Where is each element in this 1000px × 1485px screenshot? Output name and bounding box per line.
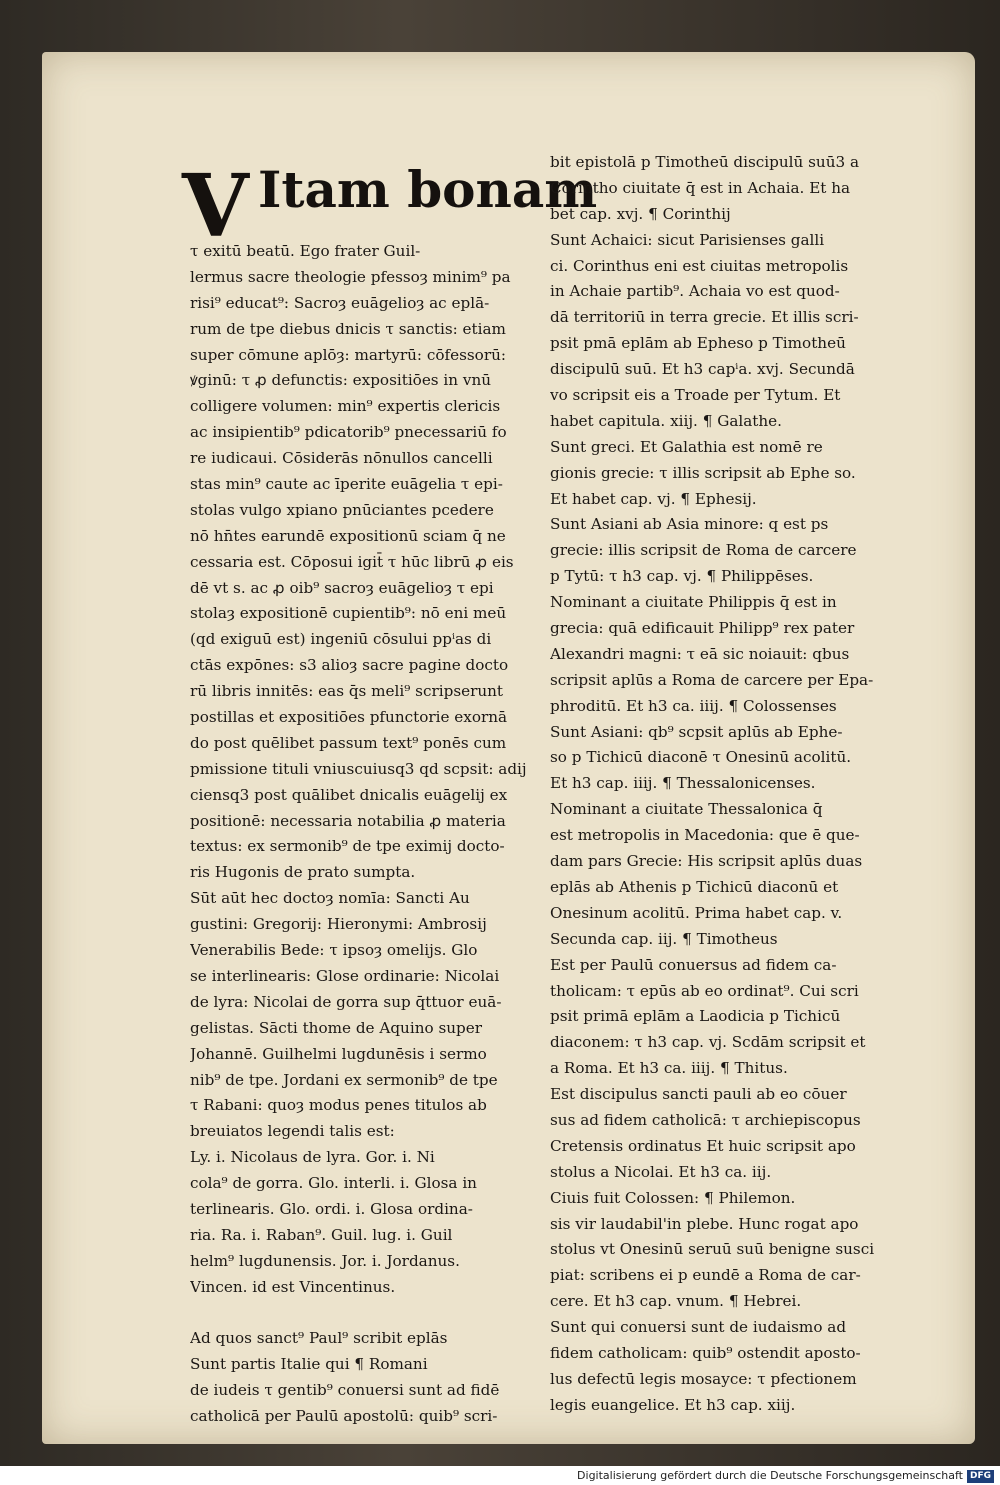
text-line: Onesinum acolitū. Prima habet cap. v. bbox=[550, 903, 843, 922]
text-line: Venerabilis Bede: τ ipsoȝ omelijs. Glo bbox=[190, 941, 478, 960]
text-line: colligere volumen: min⁹ expertis clericis bbox=[190, 397, 501, 416]
text-line: stolus vt Onesinū seruū suū benigne susci bbox=[550, 1240, 875, 1259]
text-line: ac insipientib⁹ pdicatorib⁹ pnecessariū fo bbox=[190, 423, 507, 442]
text-line: grecia: quā edificauit Philipp⁹ rex pater bbox=[550, 619, 855, 638]
text-line: de iudeis τ gentib⁹ conuersi sunt ad fidē bbox=[190, 1381, 500, 1400]
text-line: Cretensis ordinatus Et huic scripsit apo bbox=[550, 1136, 856, 1155]
text-line: Johannē. Guilhelmi lugdunēsis i sermo bbox=[190, 1044, 487, 1063]
text-line: tholicam: τ epūs ab eo ordinat⁹. Cui scri bbox=[550, 981, 859, 1000]
text-line: sis vir laudabil'in plebe. Hunc rogat apo bbox=[550, 1214, 859, 1233]
text-line: est metropolis in Macedonia: que ē que- bbox=[550, 826, 860, 845]
text-line: Sunt greci. Et Galathia est nomē re bbox=[550, 437, 823, 456]
text-line: diaconem: τ h3 cap. vj. Scdām scripsit et bbox=[550, 1033, 866, 1052]
text-line: stolus a Nicolai. Et h3 ca. iij. bbox=[550, 1162, 772, 1181]
text-line: nō hn̄tes earundē expositionū sciam q̄ ne bbox=[190, 526, 506, 545]
text-line: Sunt partis Italie qui ¶ Romani bbox=[190, 1355, 428, 1374]
text-line: catholicā per Paulū apostolū: quib⁹ scri- bbox=[190, 1407, 498, 1426]
text-line: a Roma. Et h3 ca. iiij. ¶ Thitus. bbox=[550, 1059, 788, 1078]
dfg-logo: DFG bbox=[967, 1470, 994, 1483]
text-line: Vincen. id est Vincentinus. bbox=[190, 1277, 396, 1296]
text-line: dē vt s. ac ꝓ oib⁹ sacroȝ euāgelioȝ τ epi bbox=[190, 578, 494, 597]
text-line: rum de tpe diebus dnicis τ sanctis: etiam bbox=[190, 319, 506, 338]
text-line: gionis grecie: τ illis scripsit ab Ephe so. bbox=[550, 463, 856, 482]
text-line: sus ad fidem catholicā: τ archiepiscopus bbox=[550, 1110, 861, 1129]
text-line: piat: scribens ei p eundē a Roma de car- bbox=[550, 1266, 861, 1285]
text-line: in Achaie partib⁹. Achaia vo est quod- bbox=[550, 282, 840, 301]
text-line: psit pmā eplām ab Epheso p Timotheū bbox=[550, 334, 846, 353]
text-line: Alexandri magni: τ eā sic noiauit: qbus bbox=[550, 644, 850, 663]
text-line: gustini: Gregorij: Hieronymi: Ambrosij bbox=[190, 915, 487, 934]
text-line: Est discipulus sancti pauli ab eo cōuer bbox=[550, 1085, 847, 1104]
text-line: Nominant a ciuitate Philippis q̄ est in bbox=[550, 593, 837, 612]
text-line: Est per Paulū conuersus ad fidem ca- bbox=[550, 955, 837, 974]
text-line: psit primā eplām a Laodicia p Tichicū bbox=[550, 1007, 841, 1026]
text-line: legis euangelice. Et h3 cap. xiij. bbox=[550, 1395, 796, 1414]
text-line: Ciuis fuit Colossen: ¶ Philemon. bbox=[550, 1188, 796, 1207]
text-line: Sunt Achaici: sicut Parisienses galli bbox=[550, 230, 825, 249]
text-line: lermus sacre theologie pfessoȝ minim⁹ pa bbox=[190, 267, 511, 286]
text-line: fidem catholicam: quib⁹ ostendit aposto- bbox=[550, 1343, 861, 1362]
text-line: habet capitula. xiij. ¶ Galathe. bbox=[550, 411, 783, 430]
text-line: ꝟginū: τ ꝓ defunctis: expositiōes in vnū bbox=[190, 371, 492, 390]
text-line: rū libris innitēs: eas q̄s meli⁹ scripserunt bbox=[190, 682, 504, 701]
text-line: Sunt qui conuersi sunt de iudaismo ad bbox=[550, 1318, 847, 1337]
left-text-column bbox=[190, 239, 555, 1430]
drop-cap-initial: V bbox=[182, 156, 249, 257]
text-line: scripsit aplūs a Roma de carcere per Epa- bbox=[550, 670, 874, 689]
text-line: positionē: necessaria notabilia ꝓ materia bbox=[190, 811, 506, 830]
text-line: gelistas. Sācti thome de Aquino super bbox=[190, 1018, 482, 1037]
text-line: Secunda cap. iij. ¶ Timotheus bbox=[550, 929, 778, 948]
text-line: Ly. i. Nicolaus de lyra. Gor. i. Ni bbox=[190, 1148, 435, 1167]
text-line: discipulū suū. Et h3 capⁱa. xvj. Secundā bbox=[550, 360, 855, 379]
text-line: cessaria est. Cōposui igit̄ τ hūc librū ꝓ eis bbox=[190, 552, 514, 571]
text-line: postillas et expositiōes pfunctorie exornā bbox=[190, 708, 508, 727]
text-line: τ Rabani: quoȝ modus penes titulos ab bbox=[190, 1096, 487, 1115]
text-line: terlinearis. Glo. ordi. i. Glosa ordina- bbox=[190, 1199, 473, 1218]
text-line: Sunt Asiani ab Asia minore: q est ps bbox=[550, 515, 829, 534]
text-line: de lyra: Nicolai de gorra sup q̄ttuor euā- bbox=[190, 992, 502, 1011]
text-line: ctās expōnes: s3 alioȝ sacre pagine docto bbox=[190, 656, 509, 675]
text-line: stolaȝ expositionē cupientib⁹: nō eni meū bbox=[190, 604, 507, 623]
text-line: eplās ab Athenis p Tichicū diaconū et bbox=[550, 877, 839, 896]
text-line: cola⁹ de gorra. Glo. interli. i. Glosa in bbox=[190, 1174, 477, 1193]
text-line: Sunt Asiani: qb⁹ scpsit aplūs ab Ephe- bbox=[550, 722, 843, 741]
text-line: bet cap. xvj. ¶ Corinthij bbox=[550, 204, 731, 223]
text-line: dam pars Grecie: His scripsit aplūs duas bbox=[550, 852, 863, 871]
text-line: textus: ex sermonib⁹ de tpe eximij docto- bbox=[190, 837, 505, 856]
text-line: phroditū. Et h3 ca. iiij. ¶ Colossenses bbox=[550, 696, 837, 715]
page-heading: Itam bonam bbox=[258, 160, 598, 219]
text-line: pmissione tituli vniuscuiusq3 qd scpsit: adij bbox=[190, 759, 527, 778]
text-line: do post quēlibet passum text⁹ ponēs cum bbox=[190, 733, 507, 752]
text-line: ci. Corinthus eni est ciuitas metropolis bbox=[550, 256, 849, 275]
text-line: vo scripsit eis a Troade per Tytum. Et bbox=[550, 386, 841, 405]
text-line: grecie: illis scripsit de Roma de carcere bbox=[550, 541, 857, 560]
text-line: ris Hugonis de prato sumpta. bbox=[190, 863, 416, 882]
text-line: bit epistolā p Timotheū discipulū suū3 a bbox=[550, 153, 860, 171]
text-line: Ad quos sanct⁹ Paul⁹ scribit eplās bbox=[190, 1329, 448, 1348]
text-line: stas min⁹ caute ac īperite euāgelia τ epi- bbox=[190, 475, 503, 494]
text-line: risi⁹ educat⁹: Sacroȝ euāgelioȝ ac eplā- bbox=[190, 293, 490, 312]
text-line: Nominant a ciuitate Thessalonica q̄ bbox=[550, 800, 823, 819]
text-line: se interlinearis: Glose ordinarie: Nicolai bbox=[190, 966, 500, 985]
text-line bbox=[190, 1301, 555, 1327]
text-line: Et habet cap. vj. ¶ Ephesij. bbox=[550, 489, 757, 508]
right-text-column bbox=[550, 150, 915, 1419]
text-line: dā territoriū in terra grecie. Et illis scri- bbox=[550, 308, 859, 327]
text-line: Corintho ciuitate q̄ est in Achaia. Et ha bbox=[550, 178, 851, 197]
text-line: Sūt aūt hec doctoȝ nomīa: Sancti Au bbox=[190, 889, 470, 908]
text-line: so p Tichicū diaconē τ Onesinū acolitū. bbox=[550, 748, 852, 767]
text-line: Et h3 cap. iiij. ¶ Thessalonicenses. bbox=[550, 774, 816, 793]
text-line: re iudicaui. Cōsiderās nōnullos cancelli bbox=[190, 449, 493, 468]
text-line: ciensq3 post quālibet dnicalis euāgelij ex bbox=[190, 785, 508, 804]
text-line: stolas vulgo xpiano pnūciantes pcedere bbox=[190, 500, 494, 519]
text-line: helm⁹ lugdunensis. Jor. i. Jordanus. bbox=[190, 1251, 460, 1270]
text-line: p Tytū: τ h3 cap. vj. ¶ Philippēses. bbox=[550, 567, 814, 586]
text-line: (qd exiguū est) ingeniū cōsului ppⁱas di bbox=[190, 630, 492, 649]
text-line: super cōmune aplōȝ: martyrū: cōfessorū: bbox=[190, 345, 506, 364]
text-line: breuiatos legendi talis est: bbox=[190, 1122, 395, 1141]
digitization-credit-bar bbox=[0, 1466, 1000, 1485]
text-line: lus defectū legis mosayce: τ pfectionem bbox=[550, 1369, 857, 1388]
text-line: nib⁹ de tpe. Jordani ex sermonib⁹ de tpe bbox=[190, 1070, 498, 1089]
text-line: cere. Et h3 cap. vnum. ¶ Hebrei. bbox=[550, 1292, 802, 1311]
text-line: τ exitū beatū. Ego frater Guil- bbox=[190, 242, 421, 260]
text-line: ria. Ra. i. Raban⁹. Guil. lug. i. Guil bbox=[190, 1225, 453, 1244]
credit-text: Digitalisierung gefördert durch die Deutsche Forschungsgemeinschaft bbox=[577, 1469, 963, 1482]
